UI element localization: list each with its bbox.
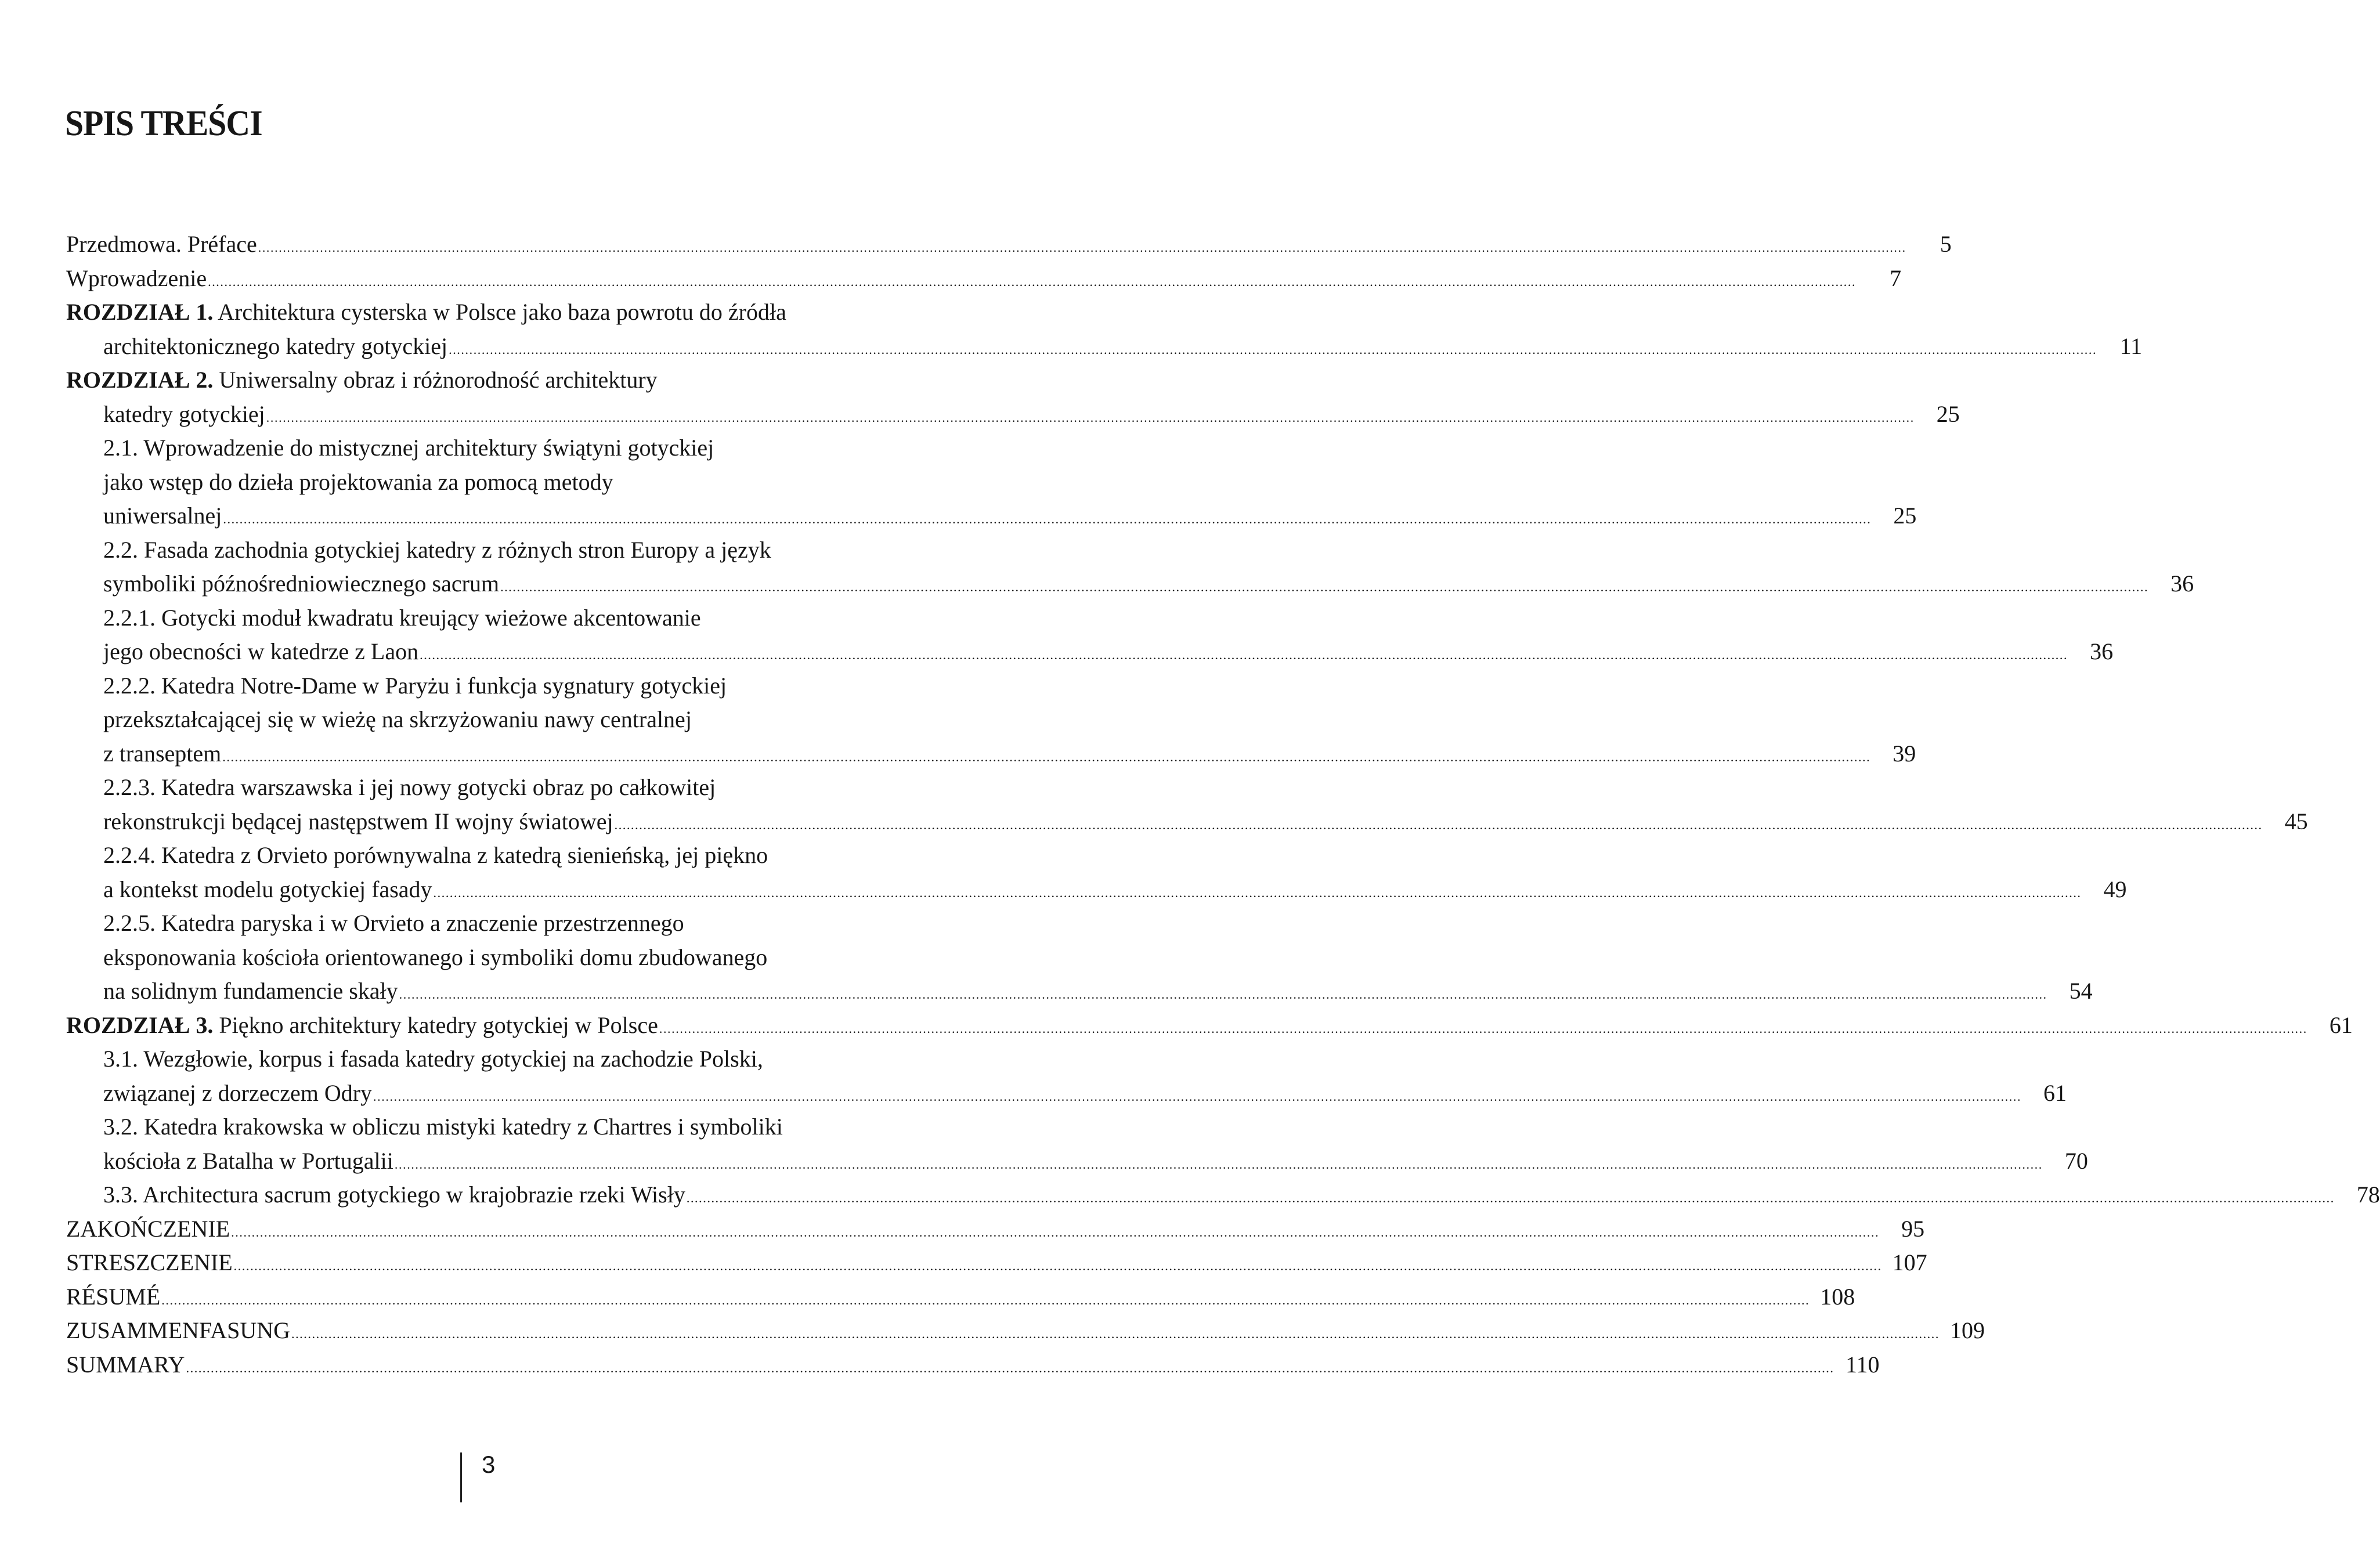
toc-entry-title: a kontekst modelu gotyckiej fasady bbox=[103, 876, 432, 902]
dot-leader: ................................................................................................................................................................................................................................................................................................................................................................................................................ bbox=[686, 1191, 2335, 1205]
toc-page-number: 5 bbox=[1940, 231, 1952, 257]
toc-page-number: 11 bbox=[2119, 333, 2143, 359]
toc-entry-text bbox=[103, 1076, 372, 1111]
toc-entry-title: Przedmowa. Préface bbox=[66, 231, 257, 257]
dot-leader: ................................................................................................................................................................................................................................................................................................................................................................................................................ bbox=[449, 342, 2097, 357]
toc-entry-line bbox=[66, 1009, 2353, 1043]
toc-entry-title: 3.3. Architectura sacrum gotyckiego w krajobrazie rzeki Wisły bbox=[103, 1181, 685, 1208]
toc-entry-text bbox=[103, 771, 716, 805]
toc-entry-text bbox=[66, 1348, 185, 1382]
toc-page-number: 36 bbox=[2090, 638, 2114, 664]
toc-entry-title: RÉSUMÉ bbox=[66, 1283, 161, 1310]
toc-entry-text bbox=[66, 227, 257, 262]
dot-leader: ................................................................................................................................................................................................................................................................................................................................................................................................................ bbox=[659, 1021, 2307, 1036]
toc-entry-line bbox=[66, 1348, 1880, 1382]
toc-entry-text bbox=[66, 262, 207, 296]
toc-entry-title: ZAKOŃCZENIE bbox=[66, 1215, 230, 1242]
toc-entry-title: 2.2. Fasada zachodnia gotyckiej katedry z różnych stron Europy a język bbox=[103, 536, 771, 563]
toc-entry-continuation bbox=[66, 295, 893, 330]
toc-page-number: 25 bbox=[1936, 400, 1960, 427]
toc-entry-line bbox=[66, 227, 1952, 262]
toc-entry-title: 3.2. Katedra krakowska w obliczu mistyki katedry z Chartres i symboliki bbox=[103, 1114, 783, 1140]
toc-entry-continuation bbox=[66, 906, 893, 941]
toc-entry-title: 2.2.2. Katedra Notre-Dame w Paryżu i funkcja sygnatury gotyckiej bbox=[103, 672, 727, 699]
toc-entry-title: związanej z dorzeczem Odry bbox=[103, 1079, 373, 1106]
toc-entry-text bbox=[103, 974, 398, 1009]
toc-entry-line bbox=[66, 1212, 1925, 1246]
dot-leader: ................................................................................................................................................................................................................................................................................................................................................................................................................ bbox=[291, 1327, 1940, 1341]
toc-page-number: 109 bbox=[1949, 1317, 1985, 1343]
toc-entry-line bbox=[66, 499, 1917, 533]
toc-entry-line bbox=[66, 1076, 2067, 1111]
toc-page-number: 78 bbox=[2356, 1181, 2380, 1208]
toc-entry-title: ZUSAMMENFASUNG bbox=[66, 1317, 290, 1343]
chapter-label: ROZDZIAŁ 2. bbox=[66, 367, 214, 393]
page-title: SPIS TREŚCI bbox=[65, 104, 262, 143]
toc-page-number: 70 bbox=[2064, 1147, 2088, 1174]
toc-entry-title: 2.2.4. Katedra z Orvieto porównywalna z katedrą sienieńską, jej piękno bbox=[103, 842, 768, 868]
toc-entry-text bbox=[103, 703, 692, 737]
chapter-label: ROZDZIAŁ 1. bbox=[66, 299, 214, 325]
toc-entry-text bbox=[103, 499, 222, 533]
toc-entry-title: architektonicznego katedry gotyckiej bbox=[103, 333, 448, 359]
toc-entry-continuation bbox=[66, 941, 893, 975]
toc-page-number: 54 bbox=[2069, 978, 2093, 1004]
toc-entry-title: 2.2.1. Gotycki moduł kwadratu kreujący wieżowe akcentowanie bbox=[103, 604, 701, 631]
toc-entry-text bbox=[103, 330, 447, 364]
toc-page-number: 110 bbox=[1846, 1351, 1880, 1378]
toc-entry-continuation bbox=[66, 601, 893, 635]
toc-entry-text bbox=[66, 1212, 230, 1246]
toc-entry-text bbox=[103, 635, 418, 669]
toc-entry-text bbox=[103, 1144, 393, 1179]
toc-entry-continuation bbox=[66, 431, 893, 465]
toc-entry-title: eksponowania kościoła orientowanego i symboliki domu zbudowanego bbox=[103, 944, 768, 970]
toc-entry-title: 2.2.5. Katedra paryska i w Orvieto a znaczenie przestrzennego bbox=[103, 910, 684, 936]
toc-entry-title: 3.1. Wezgłowie, korpus i fasada katedry gotyckiej na zachodzie Polski, bbox=[103, 1046, 763, 1072]
toc-page-number: 7 bbox=[1890, 265, 1902, 291]
toc-entry-text bbox=[103, 906, 684, 941]
toc-entry-continuation bbox=[66, 703, 893, 737]
toc-page-number: 49 bbox=[2103, 876, 2127, 902]
toc-entry-line bbox=[66, 635, 2114, 669]
toc-entry-line bbox=[66, 1178, 2380, 1212]
toc-entry-title: jego obecności w katedrze z Laon bbox=[103, 638, 419, 664]
dot-leader: ................................................................................................................................................................................................................................................................................................................................................................................................................ bbox=[233, 1259, 1882, 1273]
toc-entry-title: jako wstęp do dzieła projektowania za pomocą metody bbox=[103, 468, 613, 495]
toc-entry-text bbox=[103, 873, 432, 907]
dot-leader: ................................................................................................................................................................................................................................................................................................................................................................................................................ bbox=[161, 1292, 1810, 1307]
toc-entry-text bbox=[103, 839, 768, 873]
dot-leader: ................................................................................................................................................................................................................................................................................................................................................................................................................ bbox=[614, 817, 2263, 832]
toc-entry-text bbox=[66, 1009, 658, 1043]
toc-page-number: 25 bbox=[1893, 503, 1917, 529]
toc-entry-title: STRESZCZENIE bbox=[66, 1249, 233, 1275]
toc-page-number: 61 bbox=[2329, 1011, 2353, 1038]
toc-entry-continuation bbox=[66, 669, 893, 703]
toc-entry-continuation bbox=[66, 363, 893, 398]
toc-entry-text bbox=[66, 1246, 233, 1280]
toc-entry-text bbox=[103, 567, 499, 601]
toc-entry-text bbox=[103, 1178, 685, 1212]
toc-entry-line bbox=[66, 262, 1902, 296]
footer-divider bbox=[460, 1452, 462, 1502]
toc-entry-text bbox=[66, 363, 658, 398]
toc-entry-continuation bbox=[66, 839, 893, 873]
dot-leader: ................................................................................................................................................................................................................................................................................................................................................................................................................ bbox=[186, 1360, 1834, 1375]
toc-entry-title: uniwersalnej bbox=[103, 503, 222, 529]
toc-entry-title: katedry gotyckiej bbox=[103, 400, 265, 427]
toc-entry-line bbox=[66, 873, 2127, 907]
dot-leader: ................................................................................................................................................................................................................................................................................................................................................................................................................ bbox=[222, 749, 1871, 764]
toc-entry-title: kościoła z Batalha w Portugalii bbox=[103, 1147, 393, 1174]
dot-leader: ................................................................................................................................................................................................................................................................................................................................................................................................................ bbox=[208, 274, 1857, 289]
dot-leader: ................................................................................................................................................................................................................................................................................................................................................................................................................ bbox=[420, 648, 2068, 662]
toc-entry-text bbox=[103, 601, 701, 635]
toc-entry-title: Uniwersalny obraz i różnorodność architektury bbox=[213, 367, 658, 393]
dot-leader: ................................................................................................................................................................................................................................................................................................................................................................................................................ bbox=[231, 1224, 1880, 1240]
toc-entry-text bbox=[103, 737, 221, 771]
toc-entry-title: symboliki późnośredniowiecznego sacrum bbox=[103, 570, 500, 597]
dot-leader: ................................................................................................................................................................................................................................................................................................................................................................................................................ bbox=[258, 240, 1906, 255]
dot-leader: ................................................................................................................................................................................................................................................................................................................................................................................................................ bbox=[394, 1157, 2043, 1172]
toc-entry-title: Piękno architektury katedry gotyckiej w Polsce bbox=[213, 1011, 658, 1038]
toc-entry-title: z transeptem bbox=[103, 740, 222, 767]
toc-entry-text bbox=[103, 669, 727, 703]
toc-page-number: 108 bbox=[1820, 1283, 1855, 1310]
toc-entry-text bbox=[103, 1042, 763, 1076]
toc-entry-continuation bbox=[66, 465, 893, 500]
toc-page-number: 39 bbox=[1893, 740, 1916, 767]
page-number: 3 bbox=[482, 1451, 496, 1478]
toc-entry-text bbox=[103, 431, 714, 465]
toc-entry-title: Wprowadzenie bbox=[66, 265, 207, 291]
toc-entry-text bbox=[103, 941, 767, 975]
toc-entry-title: 2.2.3. Katedra warszawska i jej nowy gotycki obraz po całkowitej bbox=[103, 774, 716, 800]
dot-leader: ................................................................................................................................................................................................................................................................................................................................................................................................................ bbox=[433, 885, 2082, 900]
toc-entry-line bbox=[66, 1280, 1855, 1314]
toc-entry-line bbox=[66, 1246, 1927, 1280]
toc-entry-text bbox=[103, 1110, 783, 1144]
toc-entry-text bbox=[103, 465, 613, 500]
dot-leader: ................................................................................................................................................................................................................................................................................................................................................................................................................ bbox=[223, 512, 1872, 526]
toc-entry-text bbox=[66, 295, 786, 330]
dot-leader: ................................................................................................................................................................................................................................................................................................................................................................................................................ bbox=[399, 987, 2047, 1002]
toc-entry-title: przekształcającej się w wieżę na skrzyżowaniu nawy centralnej bbox=[103, 706, 692, 732]
toc-page-number: 95 bbox=[1901, 1215, 1925, 1242]
table-of-contents bbox=[66, 227, 2380, 1382]
toc-entry-text bbox=[103, 533, 771, 568]
toc-entry-continuation bbox=[66, 1110, 893, 1144]
toc-entry-line bbox=[66, 805, 2308, 839]
dot-leader: ................................................................................................................................................................................................................................................................................................................................................................................................................ bbox=[500, 580, 2149, 594]
toc-entry-continuation bbox=[66, 533, 893, 568]
toc-page-number: 45 bbox=[2284, 808, 2308, 834]
toc-entry-title: Architektura cysterska w Polsce jako baza powrotu do źródła bbox=[213, 299, 786, 325]
toc-entry-line bbox=[66, 1314, 1985, 1348]
toc-entry-line bbox=[66, 330, 2143, 364]
toc-entry-title: na solidnym fundamencie skały bbox=[103, 978, 398, 1004]
toc-entry-text bbox=[66, 1314, 290, 1348]
dot-leader: ................................................................................................................................................................................................................................................................................................................................................................................................................ bbox=[373, 1089, 2022, 1104]
toc-entry-text bbox=[103, 398, 265, 432]
toc-entry-text bbox=[103, 805, 613, 839]
toc-page-number: 36 bbox=[2170, 570, 2194, 597]
toc-entry-line bbox=[66, 974, 2093, 1009]
toc-entry-title: SUMMARY bbox=[66, 1351, 185, 1378]
chapter-label: ROZDZIAŁ 3. bbox=[66, 1011, 214, 1038]
toc-entry-text bbox=[66, 1280, 160, 1314]
toc-entry-line bbox=[66, 1144, 2088, 1179]
toc-entry-continuation bbox=[66, 771, 893, 805]
toc-entry-line bbox=[66, 398, 1960, 432]
dot-leader: ................................................................................................................................................................................................................................................................................................................................................................................................................ bbox=[266, 410, 1915, 425]
toc-page-number: 107 bbox=[1892, 1249, 1927, 1275]
toc-entry-title: rekonstrukcji będącej następstwem II wojny światowej bbox=[103, 808, 613, 834]
toc-entry-line bbox=[66, 567, 2194, 601]
toc-page-number: 61 bbox=[2043, 1079, 2067, 1106]
toc-entry-title: 2.1. Wprowadzenie do mistycznej architektury świątyni gotyckiej bbox=[103, 435, 714, 461]
toc-entry-continuation bbox=[66, 1042, 893, 1076]
toc-entry-line bbox=[66, 737, 1916, 771]
